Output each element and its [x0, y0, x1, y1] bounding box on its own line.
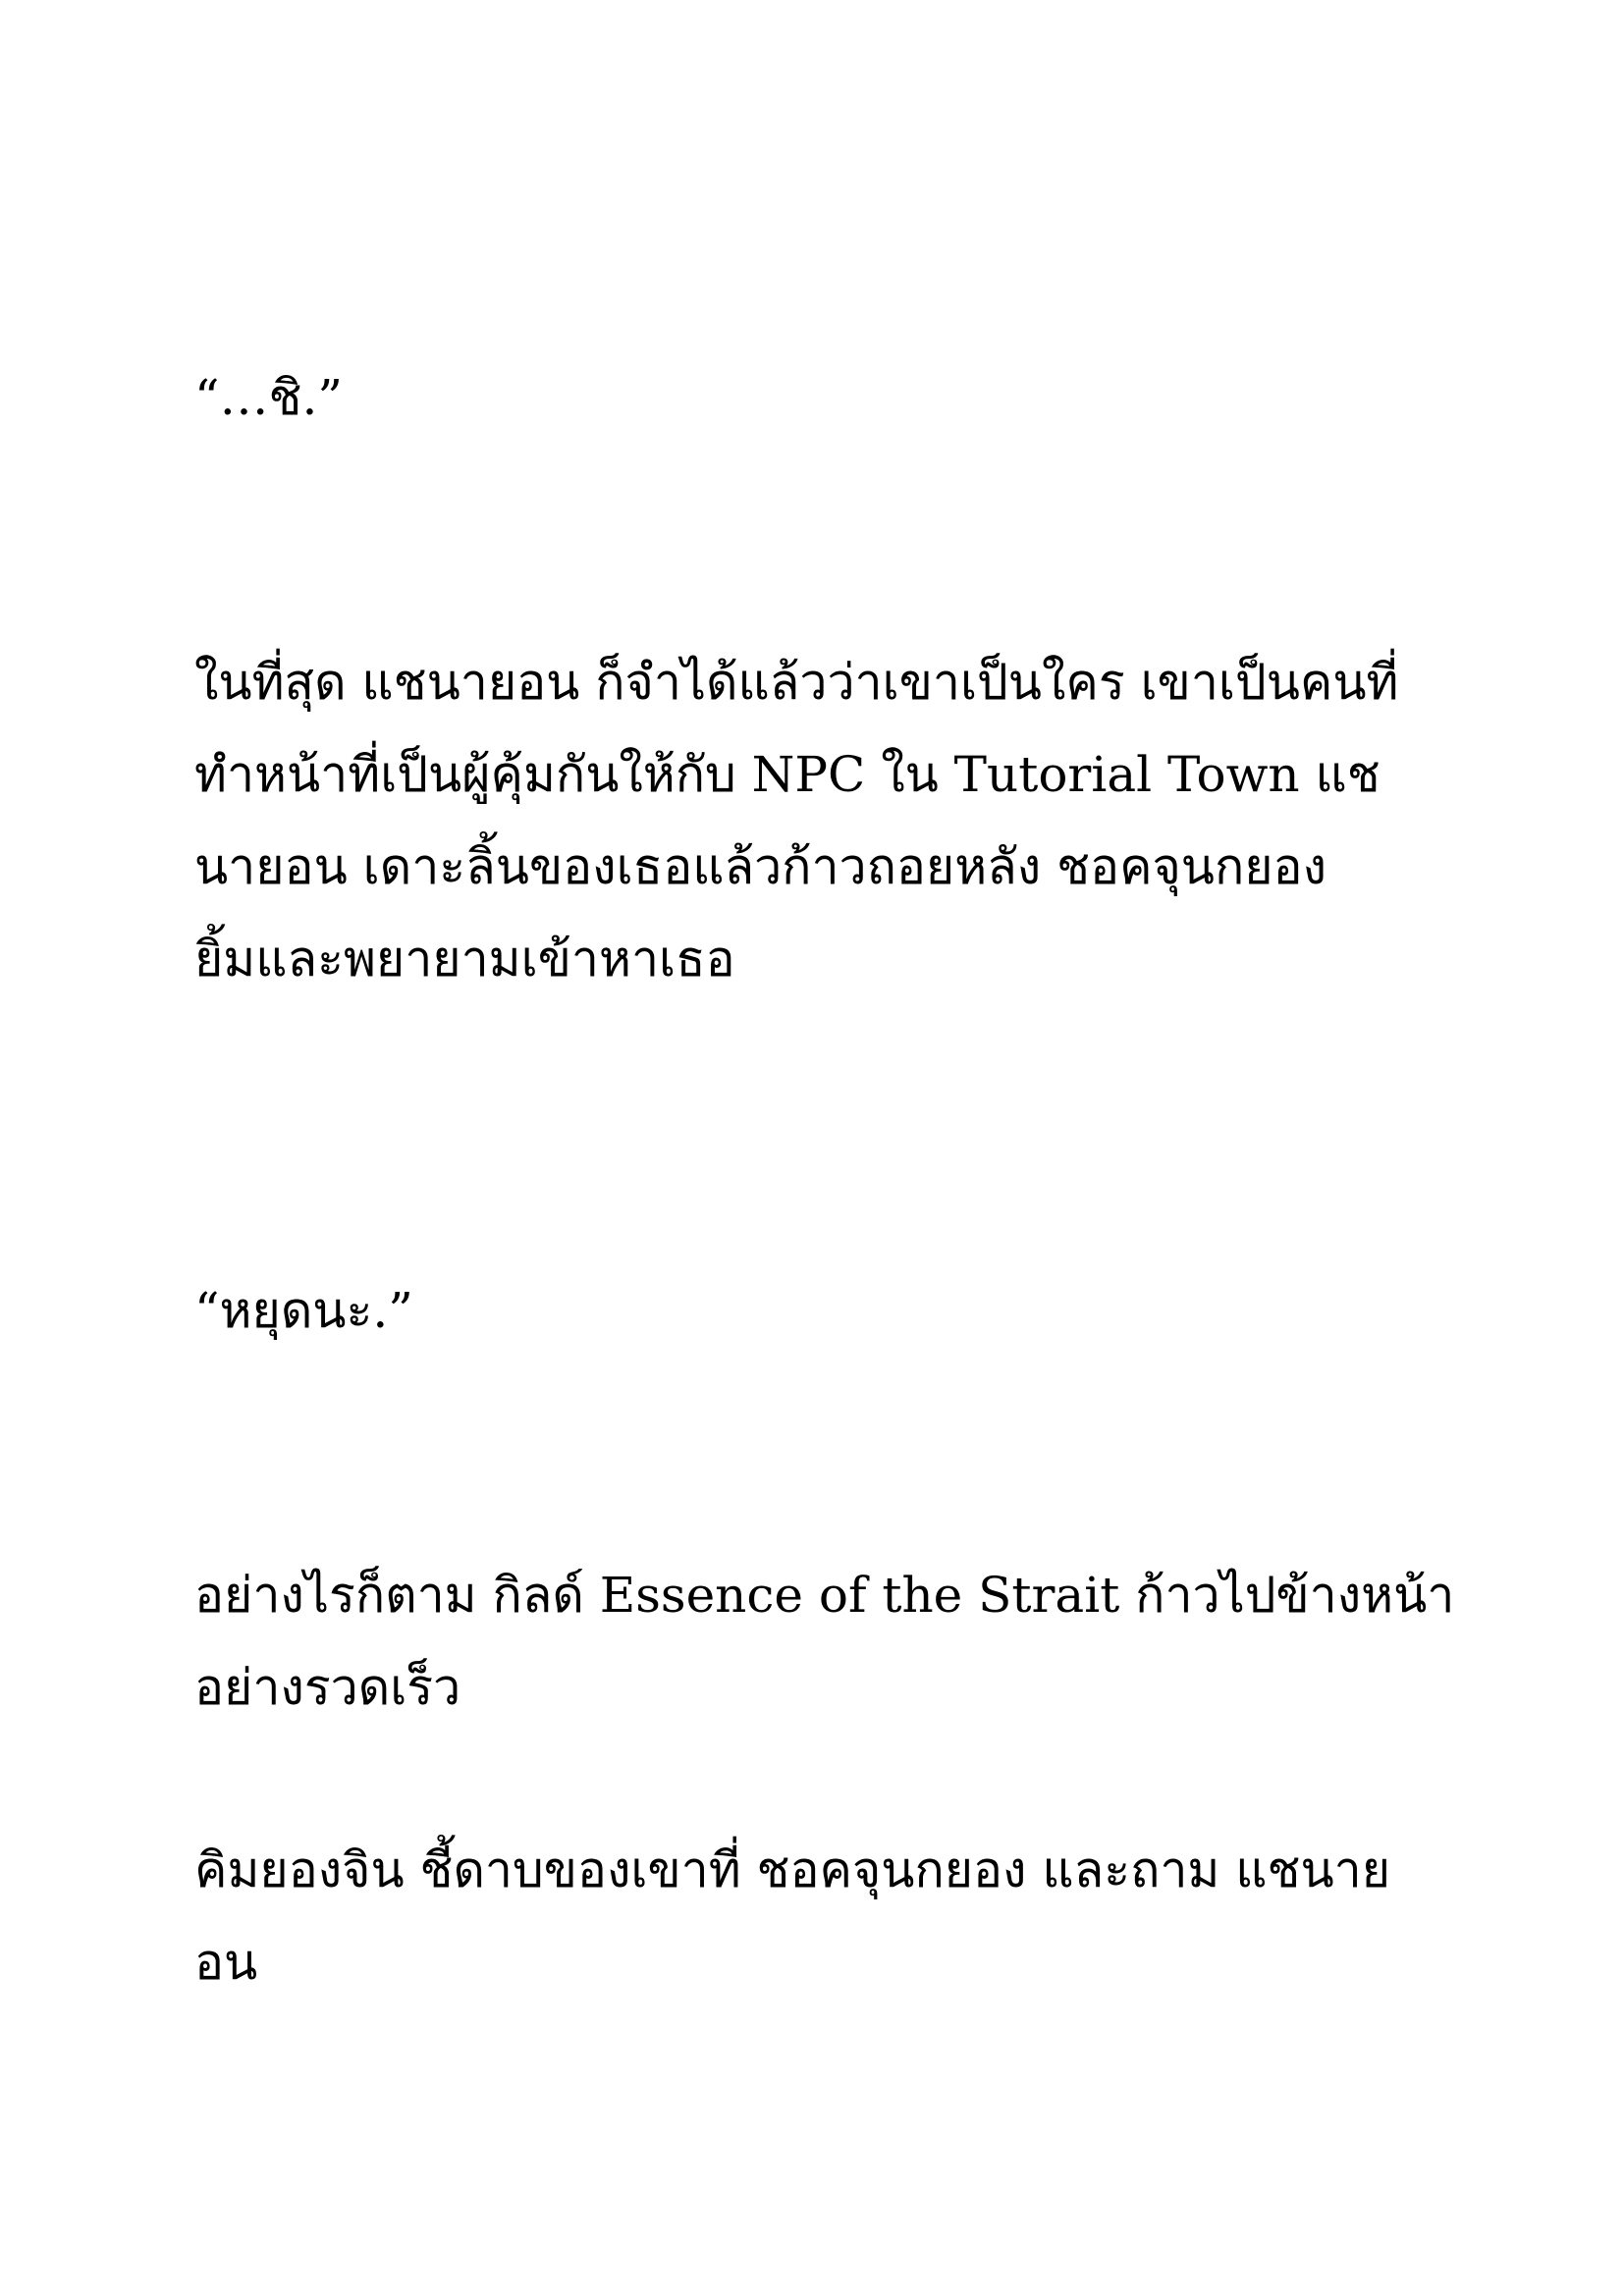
- narration-paragraph: [194, 636, 1451, 1005]
- text-line: ยิ้มและพยายามเข้าหาเธอ: [194, 931, 735, 988]
- text-line: นายอน เดาะลิ้นของเธอแล้วก้าวถอยหลัง ชอคจุนกยอง: [194, 838, 1327, 895]
- text-line: คิมยองจิน ชี้ดาบของเขาที่ ชอคจุนกยอง และถาม แชนาย: [194, 1842, 1390, 1898]
- text-line: ในที่สุด แชนายอน ก็จำได้แล้วว่าเขาเป็นใคร เขาเป็นคนที่: [194, 654, 1399, 711]
- dialogue-paragraph: [194, 1264, 1451, 1357]
- text-line: อน: [194, 1934, 258, 1991]
- narration-paragraph: [194, 1824, 1451, 2008]
- text-line: อย่างรวดเร็ว: [194, 1659, 461, 1716]
- text-line: “หยุดนะ.”: [194, 1282, 413, 1339]
- dialogue-paragraph: [194, 351, 1451, 444]
- narration-paragraph: [194, 1549, 1455, 1734]
- text-line: “…ชิ.”: [194, 369, 343, 426]
- text-line: ทำหน้าที่เป็นผู้คุ้มกันให้กับ NPC ใน Tutorial Town แช: [194, 746, 1380, 803]
- text-line: อย่างไรก็ตาม กิลด์ Essence of the Strait ก้าวไปข้างหน้า: [194, 1567, 1455, 1624]
